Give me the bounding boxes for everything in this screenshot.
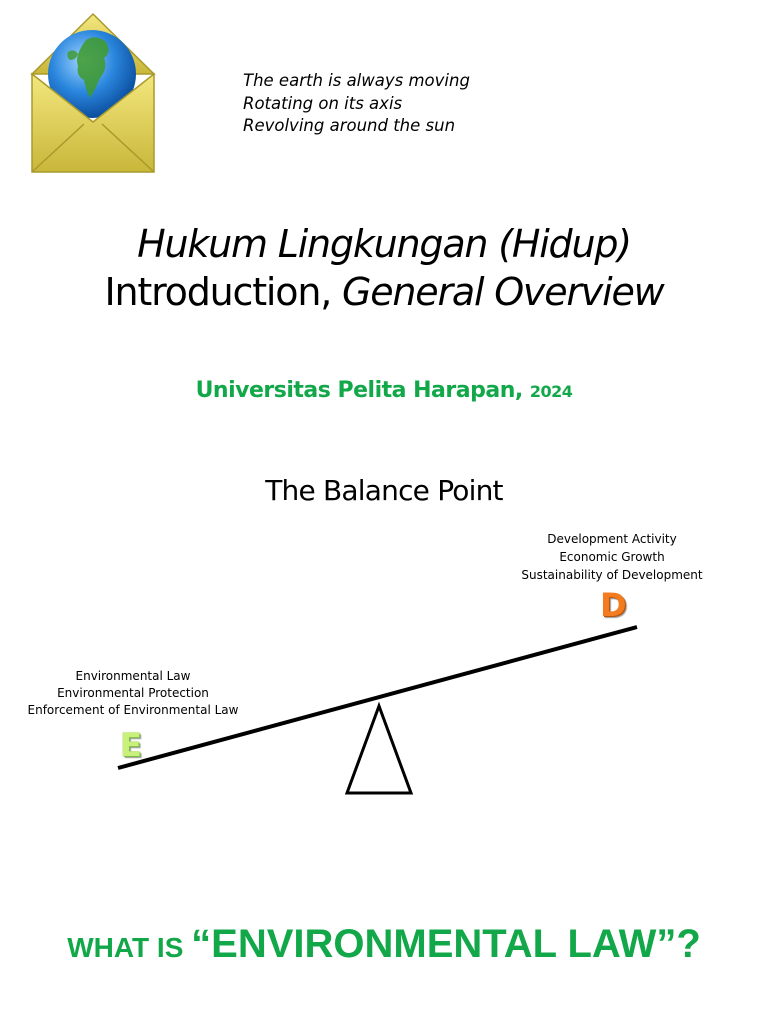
title-line1: Hukum Lingkungan (Hidup) [137,222,631,266]
poem-line: Rotating on its axis [243,93,403,113]
seesaw-fulcrum [347,706,411,793]
envelope-globe-icon [28,12,158,178]
institution-year: 2024 [529,382,573,401]
development-letter: D [600,586,627,624]
poem [243,70,470,138]
page-title [0,220,768,316]
poem-line: Revolving around the sun [243,116,456,135]
question-main: “ENVIRONMENTAL LAW”? [191,922,701,966]
institution-name: Universitas Pelita Harapan, [195,378,523,403]
development-list [512,530,712,584]
environment-letter: E [120,726,142,764]
seesaw-diagram [0,580,768,810]
title-line2-italic: General Overview [341,270,664,314]
title-line2-plain: Introduction, [104,270,342,314]
development-item: Sustainability of Development [521,568,703,582]
development-item: Economic Growth [559,550,665,564]
development-item: Development Activity [547,532,677,546]
institution [0,378,768,403]
balance-heading: The Balance Point [265,474,503,507]
poem-line: The earth is always moving [243,71,470,90]
environment-item: Enforcement of Environmental Law [27,703,239,717]
environment-item: Environmental Law [75,669,191,683]
question-prefix: WHAT IS [67,932,192,963]
title-line2 [0,268,768,316]
environment-item: Environmental Protection [57,686,209,700]
question-heading [0,922,768,967]
